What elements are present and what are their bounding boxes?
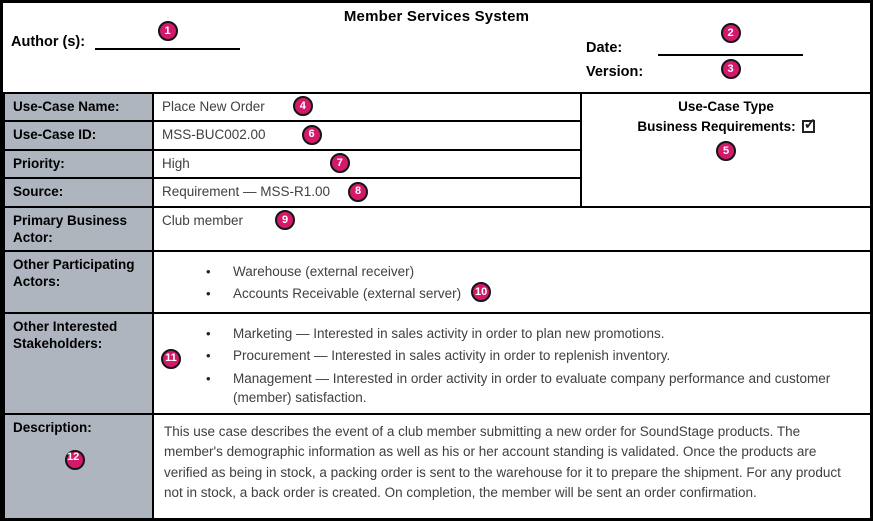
row-other-participating-actors [4,251,871,313]
author-input-line[interactable] [95,24,240,50]
callout-badge-1: 1 [158,21,178,41]
participating-actor-text: Warehouse (external receiver) [233,263,415,279]
stakeholder-text: Marketing — Interested in sales activity in order to plan new promotions. [233,325,665,341]
row-use-case-name [4,93,871,121]
callout-badge-12: 12 [65,450,85,470]
date-field-group [586,26,803,56]
callout-badge-7: 7 [330,153,350,173]
use-case-id-value-cell [153,121,581,149]
callout-badge-6: 6 [302,125,322,145]
list-item [162,369,862,407]
bullet-icon: • [206,325,211,341]
row-primary-business-actor [4,207,871,251]
use-case-id-label: Use-Case ID: [4,121,153,149]
other-participating-actors-label: Other Participating Actors: [4,251,153,313]
other-interested-stakeholders-cell [153,313,871,414]
priority-value: High [162,155,190,171]
business-requirements-label: Business Requirements: [637,119,796,134]
other-participating-actors-cell [153,251,871,313]
callout-badge-4: 4 [293,96,313,116]
author-label: Author (s): [11,34,86,50]
other-interested-stakeholders-label: Other Interested Stakeholders: [4,313,153,414]
primary-business-actor-value: Club member [162,212,244,228]
version-input-line[interactable] [658,61,803,80]
bullet-icon: • [206,286,211,302]
page-title: Member Services System [343,8,530,25]
row-other-interested-stakeholders [4,313,871,414]
use-case-id-value: MSS-BUC002.00 [162,127,266,143]
stakeholder-text: Procurement — Interested in sales activity in order to replenish inventory. [233,348,671,364]
version-field-group [586,56,803,80]
description-value-cell [153,414,871,521]
callout-badge-10: 10 [471,282,491,302]
use-case-table [3,92,872,521]
version-label: Version: [586,64,644,80]
checked-checkbox-icon[interactable] [802,120,815,133]
row-description [4,414,871,521]
use-case-name-value: Place New Order [162,99,265,114]
primary-business-actor-label: Primary Business Actor: [4,207,153,251]
stakeholder-text: Management — Interested in order activity in order to evaluate company performance and customer (member) satisfaction. [233,370,831,405]
source-value: Requirement — MSS-R1.00 [162,184,331,200]
date-input-line[interactable] [658,26,803,56]
description-label-cell [4,414,153,521]
callout-badge-5: 5 [716,141,736,161]
date-label: Date: [586,40,623,56]
bullet-icon: • [206,348,211,364]
source-value-cell [153,178,581,206]
use-case-type-title: Use-Case Type [678,99,774,114]
callout-badge-11: 11 [161,349,181,369]
list-item [162,324,862,343]
priority-label: Priority: [4,150,153,178]
type-callout-row [582,141,870,161]
priority-value-cell [153,150,581,178]
description-text: This use case describes the event of a club member submitting a new order for SoundStage products. The member's demographic information as well as his or her account standing is validated. Once the products are verified as being in stock, a packing order is sent to the warehouse for it to prepare the shipment. For any product not in stock, a back order is created. On completion, the member will be sent an order confirmation. [164,424,841,500]
participating-actor-text: Accounts Receivable (external server) [233,286,462,302]
callout-badge-8: 8 [348,182,368,202]
date-version-group [586,26,803,80]
business-requirements-label-row [582,119,870,134]
list-item [162,284,862,304]
author-field-group [11,24,240,50]
use-case-type-cell [581,93,871,207]
bullet-icon: • [206,370,211,386]
bullet-icon: • [206,263,211,279]
use-case-name-label: Use-Case Name: [4,93,153,121]
participating-actors-list [162,255,862,304]
stakeholders-list [162,317,862,407]
list-item [162,262,862,281]
use-case-name-value-cell [153,93,581,121]
description-label: Description: [13,420,92,436]
primary-business-actor-value-cell [153,207,871,251]
list-item [162,346,862,365]
callout-badge-9: 9 [275,210,295,230]
callout-badge-2: 2 [721,23,741,43]
source-label: Source: [4,178,153,206]
form-header [3,3,870,92]
callout-badge-3: 3 [721,59,741,79]
